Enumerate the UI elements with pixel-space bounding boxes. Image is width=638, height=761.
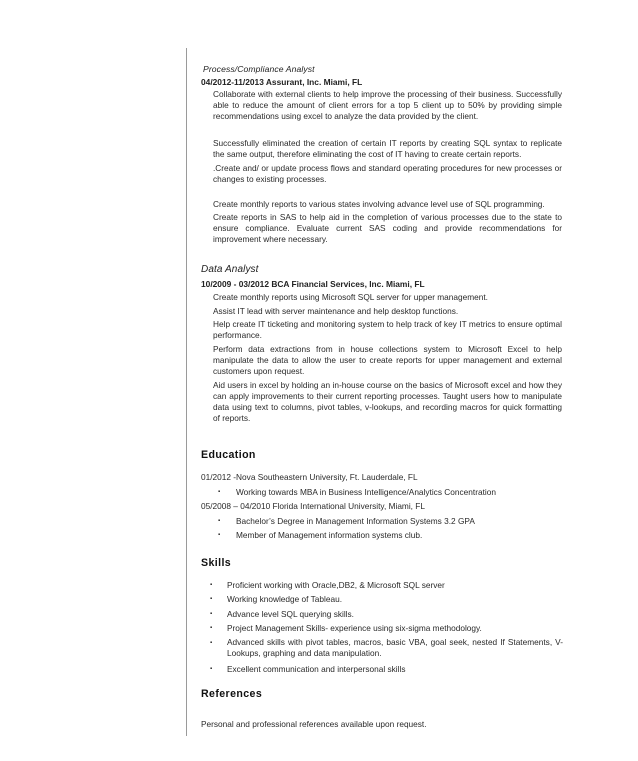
job2-item: Aid users in excel by holding an in-house course on the basics of Microsoft excel and how they can apply improvements to their current reporting processes. Taught users how to manipulate data using text to columns, pivot tables, v-lookups, and recording macros for quick formatting of reports. bbox=[213, 380, 562, 424]
left-margin-rule bbox=[186, 48, 187, 736]
bullet-icon: ▪ bbox=[218, 532, 221, 538]
job1-item: Collaborate with external clients to help improve the processing of their business. Successfully able to reduce the amount of client errors for a top 5 client up to 50% by providing simple recommendations using excel to analyze the data provided by the client. bbox=[213, 89, 562, 122]
bullet-icon: ▪ bbox=[218, 489, 221, 495]
job1-item: .Create and/ or update process flows and standard operating procedures for new processes or changes to existing processes. bbox=[213, 163, 562, 185]
education-bullet: Bachelor’s Degree in Management Information Systems 3.2 GPA bbox=[236, 516, 475, 526]
bullet-icon: ▪ bbox=[210, 625, 213, 631]
job1-item: Create monthly reports to various states involving advance level use of SQL programming. bbox=[213, 199, 545, 209]
job1-item: Successfully eliminated the creation of certain IT reports by creating SQL syntax to replicate the same output, therefore eliminating the cost of IT having to create certain reports. bbox=[213, 138, 562, 160]
education-bullet: Working towards MBA in Business Intelligence/Analytics Concentration bbox=[236, 487, 496, 497]
bullet-icon: ▪ bbox=[210, 596, 213, 602]
skill-item: Excellent communication and interpersonal skills bbox=[227, 664, 406, 674]
education-heading: Education bbox=[201, 449, 256, 461]
skill-item: Project Management Skills- experience using six-sigma methodology. bbox=[227, 623, 482, 633]
education-entry: 05/2008 – 04/2010 Florida International University, Miami, FL bbox=[201, 501, 425, 511]
job2-item: Create monthly reports using Microsoft SQL server for upper management. bbox=[213, 292, 488, 302]
bullet-icon: ▪ bbox=[218, 518, 221, 524]
bullet-icon: ▪ bbox=[210, 582, 213, 588]
job1-title: Process/Compliance Analyst bbox=[203, 64, 315, 74]
bullet-icon: ▪ bbox=[210, 666, 213, 672]
skill-item: Advanced skills with pivot tables, macros, basic VBA, goal seek, nested If Statements, V-Lookups, graphing and data manipulation. bbox=[227, 637, 563, 659]
bullet-icon: ▪ bbox=[210, 611, 213, 617]
job1-header: 04/2012-11/2013 Assurant, Inc. Miami, FL bbox=[201, 77, 363, 87]
bullet-icon: ▪ bbox=[210, 640, 213, 646]
job2-title: Data Analyst bbox=[201, 264, 259, 275]
references-text: Personal and professional references available upon request. bbox=[201, 719, 427, 729]
job1-item: Create reports in SAS to help aid in the completion of various processes due to the state to ensure compliance. Evaluate current SAS coding and provide recommendations for improvement where necessary. bbox=[213, 212, 562, 245]
education-bullet: Member of Management information systems club. bbox=[236, 530, 423, 540]
references-heading: References bbox=[201, 688, 263, 700]
job2-item: Help create IT ticketing and monitoring system to help track of key IT metrics to ensure optimal performance. bbox=[213, 319, 562, 341]
skill-item: Advance level SQL querying skills. bbox=[227, 609, 354, 619]
skills-heading: Skills bbox=[201, 557, 232, 569]
skill-item: Working knowledge of Tableau. bbox=[227, 594, 343, 604]
job2-header: 10/2009 - 03/2012 BCA Financial Services, Inc. Miami, FL bbox=[201, 279, 425, 289]
education-entry: 01/2012 -Nova Southeastern University, Ft. Lauderdale, FL bbox=[201, 472, 418, 482]
job2-item: Assist IT lead with server maintenance and help desktop functions. bbox=[213, 306, 459, 316]
job2-item: Perform data extractions from in house collections system to Microsoft Excel to help manipulate the data to allow the user to create reports for upper management and external customers upon request. bbox=[213, 344, 562, 377]
skill-item: Proficient working with Oracle,DB2, & Microsoft SQL server bbox=[227, 580, 445, 590]
